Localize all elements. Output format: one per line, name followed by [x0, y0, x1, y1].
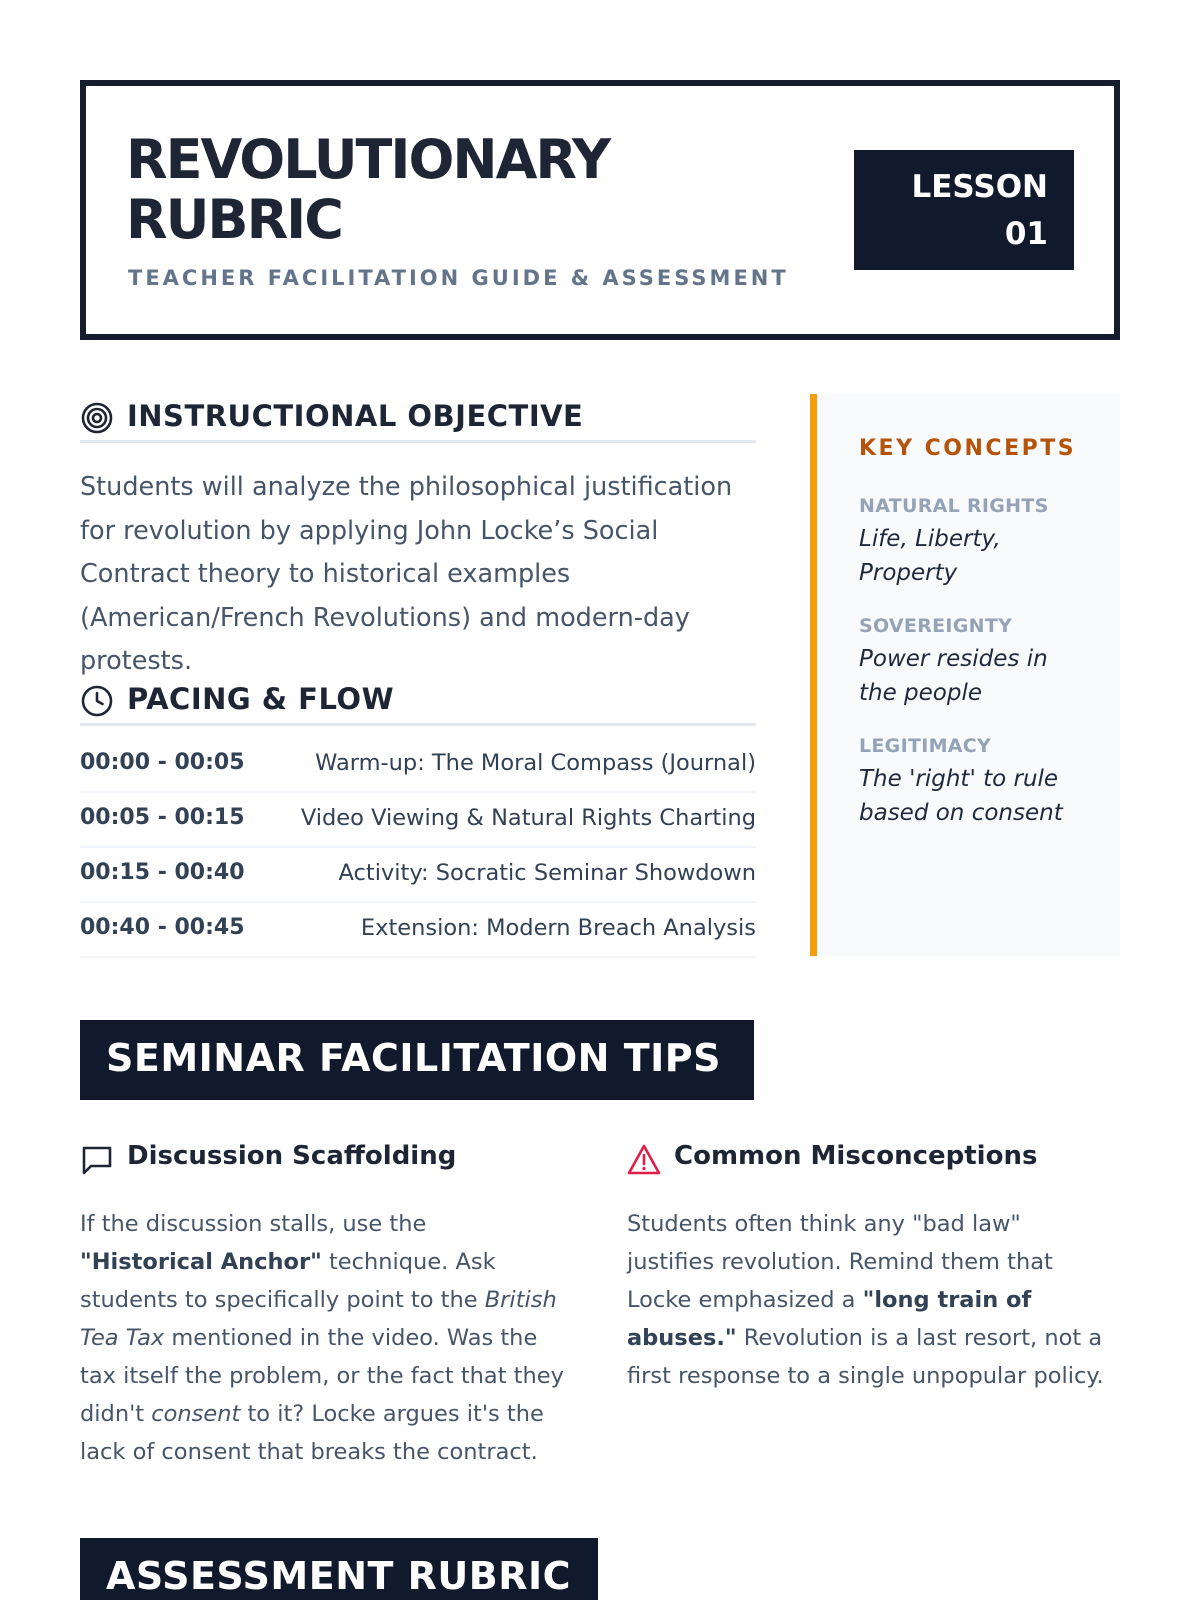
- discussion-scaffolding-heading: [80, 1141, 580, 1181]
- scaffolding-text-1: If the discussion stalls, use the: [80, 1211, 427, 1237]
- warning-triangle-icon: [627, 1143, 661, 1177]
- key-concepts-heading: KEY CONCEPTS: [859, 436, 1077, 461]
- british-tea-tax-emphasis: British Tea Tax: [80, 1287, 557, 1351]
- pacing-time: 00:05 - 00:15: [80, 805, 245, 830]
- pacing-activity: Video Viewing & Natural Rights Charting: [300, 805, 756, 831]
- misconceptions-text-2: Revolution is a last resort, not a first response to a single unpopular policy.: [627, 1325, 1104, 1389]
- common-misconceptions-text: [627, 1205, 1107, 1395]
- title-line-1: REVOLUTIONARY: [126, 128, 610, 191]
- key-concept-definition: The 'right' to rule based on consent: [859, 766, 1063, 826]
- key-concept-item: [859, 494, 1089, 590]
- pacing-time: 00:15 - 00:40: [80, 860, 245, 885]
- key-concept-definition: Life, Liberty, Property: [859, 526, 1001, 586]
- common-misconceptions-heading: [627, 1141, 1120, 1181]
- scaffolding-text-3: mentioned in the video. Was the tax itself the problem, or the fact that they didn't: [80, 1325, 564, 1427]
- pacing-activity: Warm-up: The Moral Compass (Journal): [315, 750, 756, 776]
- key-concept-term: SOVEREIGNTY: [859, 615, 1013, 637]
- pacing-activity: Extension: Modern Breach Analysis: [360, 915, 756, 941]
- objective-text: Students will analyze the philosophical justification for revolution by applying John Locke’s Social Contract theory to historical examples (American/French Revolutions) and modern-day protests.: [80, 472, 733, 676]
- assessment-rubric-banner: ASSESSMENT RUBRIC: [80, 1538, 598, 1600]
- seminar-tips-banner: SEMINAR FACILITATION TIPS: [80, 1020, 754, 1100]
- target-icon: [80, 401, 114, 435]
- common-misconceptions-label: Common Misconceptions: [674, 1141, 1038, 1171]
- historical-anchor-emphasis: "Historical Anchor": [80, 1249, 322, 1275]
- pacing-row: [80, 738, 756, 793]
- scaffolding-text-4: to it? Locke argues it's the lack of consent that breaks the contract.: [80, 1401, 544, 1465]
- key-concept-term: LEGITIMACY: [859, 735, 992, 757]
- pacing-row: [80, 903, 756, 958]
- pacing-time: 00:00 - 00:05: [80, 750, 245, 775]
- misconceptions-text-1: Students often think any "bad law" justifies revolution. Remind them that Locke emphasized a: [627, 1211, 1053, 1313]
- lesson-label: LESSON: [911, 169, 1048, 205]
- pacing-heading-label: PACING & FLOW: [127, 682, 395, 716]
- title-line-2: RUBRIC: [126, 188, 342, 251]
- pacing-heading: [80, 680, 756, 726]
- key-concept-definition: Power resides in the people: [859, 646, 1048, 706]
- consent-emphasis: consent: [151, 1401, 241, 1427]
- header-box: [80, 80, 1120, 340]
- lesson-badge: [854, 150, 1074, 270]
- key-concept-item: [859, 734, 1089, 830]
- clock-icon: [80, 684, 114, 718]
- objective-heading: [80, 397, 756, 443]
- pacing-activity: Activity: Socratic Seminar Showdown: [338, 860, 756, 886]
- key-concepts-sidebar: [810, 394, 1120, 956]
- discussion-scaffolding-label: Discussion Scaffolding: [127, 1141, 457, 1171]
- page-title: [126, 130, 766, 250]
- long-train-emphasis: "long train of abuses.": [627, 1287, 1032, 1351]
- lesson-number: 01: [1004, 216, 1048, 252]
- pacing-time: 00:40 - 00:45: [80, 915, 245, 940]
- pacing-list: [80, 738, 756, 958]
- key-concept-term: NATURAL RIGHTS: [859, 495, 1049, 517]
- scaffolding-text-2: technique. Ask students to specifically point to the: [80, 1249, 496, 1313]
- discussion-scaffolding-text: [80, 1205, 566, 1471]
- key-concept-item: [859, 614, 1089, 710]
- pacing-row: [80, 848, 756, 903]
- objective-heading-label: INSTRUCTIONAL OBJECTIVE: [127, 399, 584, 433]
- speech-bubble-icon: [80, 1143, 114, 1177]
- pacing-row: [80, 793, 756, 848]
- page-subtitle: TEACHER FACILITATION GUIDE & ASSESSMENT: [128, 266, 789, 290]
